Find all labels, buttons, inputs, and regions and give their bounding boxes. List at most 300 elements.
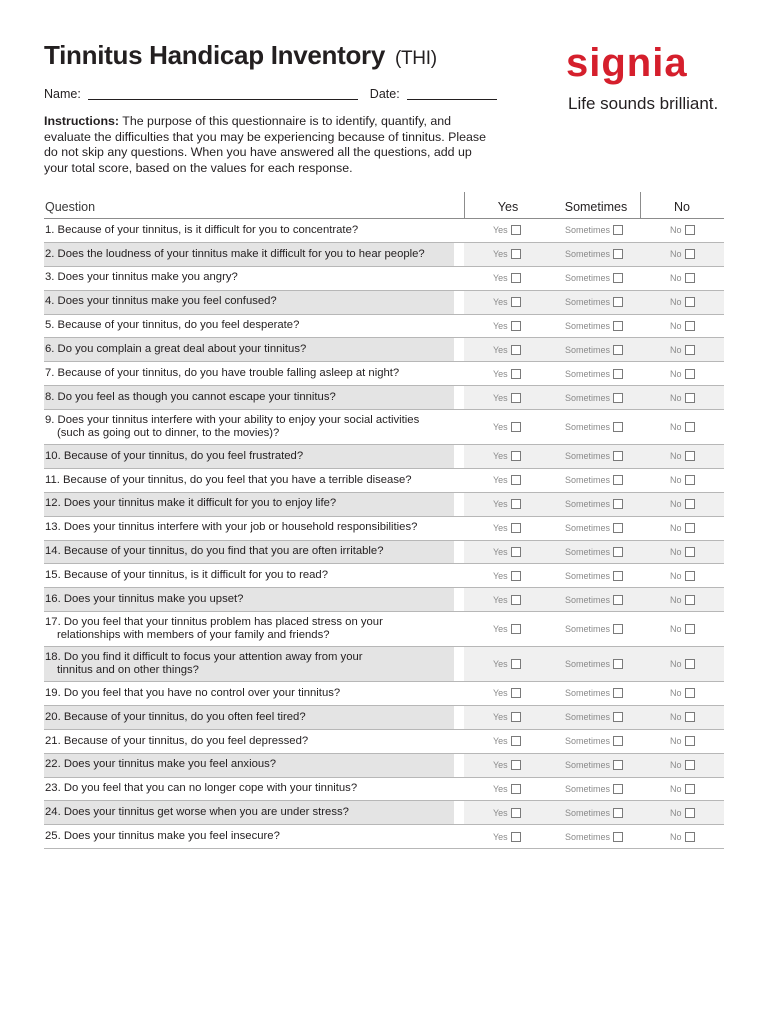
no-checkbox[interactable]	[685, 659, 695, 669]
question-text	[45, 474, 412, 488]
question-text	[45, 830, 280, 844]
yes-option[interactable]	[493, 547, 521, 557]
table-row	[44, 588, 724, 612]
answer-options	[464, 682, 724, 705]
sometimes-option[interactable]	[565, 523, 623, 533]
question-line: 19. Do you feel that you have no control over your tinnitus?	[45, 686, 341, 699]
question-line: 22. Does your tinnitus make you feel anxious?	[45, 758, 277, 771]
yes-option-label: Yes	[493, 624, 508, 635]
sometimes-option-label: Sometimes	[565, 249, 611, 260]
no-checkbox[interactable]	[685, 369, 695, 379]
no-option[interactable]	[670, 523, 695, 533]
no-option[interactable]	[670, 808, 695, 818]
no-option-label: No	[670, 570, 682, 581]
yes-option[interactable]	[493, 736, 521, 746]
question-line: 12. Does your tinnitus make it difficult for you to enjoy life?	[45, 497, 337, 510]
no-option[interactable]	[670, 624, 695, 634]
no-checkbox[interactable]	[685, 393, 695, 403]
sometimes-option-label: Sometimes	[565, 451, 611, 462]
yes-option[interactable]	[493, 712, 521, 722]
sometimes-option[interactable]	[565, 369, 623, 379]
no-checkbox[interactable]	[685, 784, 695, 794]
no-checkbox[interactable]	[685, 760, 695, 770]
sometimes-checkbox[interactable]	[613, 571, 623, 581]
sometimes-checkbox[interactable]	[613, 475, 623, 485]
no-option[interactable]	[670, 659, 695, 669]
question-cell	[44, 386, 454, 409]
yes-option[interactable]	[493, 225, 521, 235]
table-row	[44, 541, 724, 565]
no-option-label: No	[670, 547, 682, 558]
sometimes-option-label: Sometimes	[565, 475, 611, 486]
no-checkbox[interactable]	[685, 321, 695, 331]
yes-option-label: Yes	[493, 499, 508, 510]
yes-checkbox[interactable]	[511, 393, 521, 403]
answer-options	[464, 291, 724, 314]
no-checkbox[interactable]	[685, 273, 695, 283]
yes-checkbox[interactable]	[511, 688, 521, 698]
sometimes-checkbox[interactable]	[613, 393, 623, 403]
sometimes-option-label: Sometimes	[565, 499, 611, 510]
yes-option-label: Yes	[493, 451, 508, 462]
yes-option[interactable]	[493, 659, 521, 669]
yes-checkbox[interactable]	[511, 422, 521, 432]
question-line: 20. Because of your tinnitus, do you often feel tired?	[45, 710, 306, 723]
sometimes-option[interactable]	[565, 422, 623, 432]
table-row	[44, 778, 724, 802]
sometimes-checkbox[interactable]	[613, 451, 623, 461]
yes-option-label: Yes	[493, 225, 508, 236]
table-row	[44, 612, 724, 647]
page-title	[44, 40, 437, 71]
table-row	[44, 219, 724, 243]
yes-option-label: Yes	[493, 659, 508, 670]
yes-option[interactable]	[493, 249, 521, 259]
yes-option[interactable]	[493, 451, 521, 461]
sometimes-option[interactable]	[565, 624, 623, 634]
question-cell	[44, 445, 454, 468]
question-line: 16. Does your tinnitus make you upset?	[45, 593, 244, 606]
sometimes-option[interactable]	[565, 547, 623, 557]
no-option-label: No	[670, 475, 682, 486]
sometimes-checkbox[interactable]	[613, 273, 623, 283]
table-row	[44, 825, 724, 849]
yes-option-label: Yes	[493, 249, 508, 260]
question-cell	[44, 588, 454, 611]
name-field[interactable]	[88, 89, 358, 100]
yes-option[interactable]	[493, 297, 521, 307]
instructions	[44, 114, 494, 176]
question-cell	[44, 801, 454, 824]
table-row	[44, 410, 724, 445]
yes-checkbox[interactable]	[511, 595, 521, 605]
no-option[interactable]	[670, 451, 695, 461]
question-cell	[44, 825, 454, 848]
header-divider	[640, 192, 641, 218]
sometimes-checkbox[interactable]	[613, 523, 623, 533]
question-line: 9. Does your tinnitus interfere with your ability to enjoy your social activities	[45, 413, 420, 426]
sometimes-option[interactable]	[565, 451, 623, 461]
no-checkbox[interactable]	[685, 688, 695, 698]
table-row	[44, 517, 724, 541]
no-option[interactable]	[670, 784, 695, 794]
question-rows	[44, 219, 724, 849]
question-text	[45, 735, 308, 749]
no-option[interactable]	[670, 595, 695, 605]
yes-option-label: Yes	[493, 594, 508, 605]
name-label: Name:	[44, 87, 81, 101]
no-option[interactable]	[670, 499, 695, 509]
yes-option[interactable]	[493, 345, 521, 355]
table-row	[44, 291, 724, 315]
sometimes-option[interactable]	[565, 393, 623, 403]
no-option[interactable]	[670, 736, 695, 746]
header-yes: Yes	[497, 200, 519, 214]
no-checkbox[interactable]	[685, 547, 695, 557]
signia-logo-icon	[566, 44, 726, 86]
sometimes-checkbox[interactable]	[613, 736, 623, 746]
yes-option-label: Yes	[493, 422, 508, 433]
question-line: (such as going out to dinner, to the movies)?	[57, 427, 280, 440]
no-option[interactable]	[670, 345, 695, 355]
question-text	[45, 569, 328, 583]
yes-option[interactable]	[493, 571, 521, 581]
answer-options	[464, 243, 724, 266]
sometimes-option[interactable]	[565, 297, 623, 307]
sometimes-checkbox[interactable]	[613, 832, 623, 842]
question-cell	[44, 706, 454, 729]
sometimes-option-label: Sometimes	[565, 736, 611, 747]
yes-checkbox[interactable]	[511, 784, 521, 794]
question-cell	[44, 410, 454, 444]
table-row	[44, 754, 724, 778]
yes-option[interactable]	[493, 499, 521, 509]
no-option[interactable]	[670, 712, 695, 722]
no-option[interactable]	[670, 760, 695, 770]
question-line: 1. Because of your tinnitus, is it difficult for you to concentrate?	[45, 223, 359, 236]
answer-options	[464, 517, 724, 540]
sometimes-checkbox[interactable]	[613, 712, 623, 722]
sometimes-option[interactable]	[565, 249, 623, 259]
sometimes-option[interactable]	[565, 760, 623, 770]
question-cell	[44, 291, 454, 314]
sometimes-option[interactable]	[565, 225, 623, 235]
answer-options	[464, 612, 724, 646]
answer-options	[464, 564, 724, 587]
question-text	[45, 224, 358, 238]
question-line: 25. Does your tinnitus make you feel insecure?	[45, 830, 280, 843]
no-checkbox[interactable]	[685, 808, 695, 818]
no-option[interactable]	[670, 369, 695, 379]
question-line: 10. Because of your tinnitus, do you feel frustrated?	[45, 449, 304, 462]
table-row	[44, 243, 724, 267]
yes-option[interactable]	[493, 523, 521, 533]
sometimes-option[interactable]	[565, 712, 623, 722]
sometimes-option[interactable]	[565, 736, 623, 746]
question-line: 23. Do you feel that you can no longer cope with your tinnitus?	[45, 782, 358, 795]
header-question: Question	[45, 200, 96, 214]
question-line: 7. Because of your tinnitus, do you have trouble falling asleep at night?	[45, 367, 400, 380]
yes-option[interactable]	[493, 595, 521, 605]
signia-logo	[566, 44, 726, 91]
no-option[interactable]	[670, 688, 695, 698]
question-text	[45, 711, 306, 725]
sometimes-option[interactable]	[565, 832, 623, 842]
no-checkbox[interactable]	[685, 571, 695, 581]
no-checkbox[interactable]	[685, 624, 695, 634]
yes-option[interactable]	[493, 784, 521, 794]
yes-option-label: Yes	[493, 297, 508, 308]
answer-options	[464, 386, 724, 409]
question-text	[45, 248, 425, 262]
sometimes-checkbox[interactable]	[613, 225, 623, 235]
question-text	[45, 319, 299, 333]
answer-options	[464, 315, 724, 338]
no-option-label: No	[670, 451, 682, 462]
sometimes-option-label: Sometimes	[565, 523, 611, 534]
sometimes-option-label: Sometimes	[565, 422, 611, 433]
yes-option[interactable]	[493, 624, 521, 634]
table-row	[44, 706, 724, 730]
no-option[interactable]	[670, 249, 695, 259]
no-option-label: No	[670, 499, 682, 510]
no-checkbox[interactable]	[685, 523, 695, 533]
title-text: Tinnitus Handicap Inventory	[44, 40, 386, 70]
no-option[interactable]	[670, 832, 695, 842]
sometimes-option[interactable]	[565, 595, 623, 605]
yes-option-label: Yes	[493, 344, 508, 355]
no-option-label: No	[670, 273, 682, 284]
no-option-label: No	[670, 392, 682, 403]
sometimes-option[interactable]	[565, 688, 623, 698]
sometimes-checkbox[interactable]	[613, 624, 623, 634]
yes-option[interactable]	[493, 273, 521, 283]
no-option-label: No	[670, 523, 682, 534]
yes-checkbox[interactable]	[511, 499, 521, 509]
yes-option[interactable]	[493, 475, 521, 485]
yes-checkbox[interactable]	[511, 712, 521, 722]
sometimes-option-label: Sometimes	[565, 784, 611, 795]
table-row	[44, 647, 724, 682]
no-option-label: No	[670, 736, 682, 747]
no-option-label: No	[670, 422, 682, 433]
answer-options	[464, 338, 724, 361]
question-text	[45, 450, 303, 464]
sometimes-checkbox[interactable]	[613, 369, 623, 379]
table-row	[44, 564, 724, 588]
yes-option[interactable]	[493, 808, 521, 818]
sometimes-checkbox[interactable]	[613, 784, 623, 794]
no-checkbox[interactable]	[685, 595, 695, 605]
no-checkbox[interactable]	[685, 422, 695, 432]
no-option-label: No	[670, 659, 682, 670]
questionnaire-table	[44, 192, 724, 849]
no-option[interactable]	[670, 571, 695, 581]
no-checkbox[interactable]	[685, 832, 695, 842]
yes-checkbox[interactable]	[511, 624, 521, 634]
date-label: Date:	[369, 87, 400, 101]
answer-options	[464, 469, 724, 492]
no-checkbox[interactable]	[685, 249, 695, 259]
question-cell	[44, 362, 454, 385]
answer-options	[464, 410, 724, 444]
sometimes-option-label: Sometimes	[565, 368, 611, 379]
yes-checkbox[interactable]	[511, 475, 521, 485]
yes-option-label: Yes	[493, 475, 508, 486]
name-date-line	[44, 87, 497, 101]
no-checkbox[interactable]	[685, 345, 695, 355]
no-option[interactable]	[670, 321, 695, 331]
no-checkbox[interactable]	[685, 712, 695, 722]
question-line: 5. Because of your tinnitus, do you feel desperate?	[45, 319, 300, 332]
no-option[interactable]	[670, 273, 695, 283]
table-row	[44, 386, 724, 410]
no-option[interactable]	[670, 475, 695, 485]
sometimes-option[interactable]	[565, 475, 623, 485]
no-option-label: No	[670, 712, 682, 723]
question-cell	[44, 267, 454, 290]
question-text	[45, 593, 243, 607]
no-option-label: No	[670, 344, 682, 355]
question-cell	[44, 612, 454, 646]
question-cell	[44, 243, 454, 266]
question-cell	[44, 493, 454, 516]
yes-checkbox[interactable]	[511, 225, 521, 235]
question-line: 2. Does the loudness of your tinnitus make it difficult for you to hear people?	[45, 247, 425, 260]
table-row	[44, 362, 724, 386]
yes-checkbox[interactable]	[511, 369, 521, 379]
yes-checkbox[interactable]	[511, 451, 521, 461]
sometimes-checkbox[interactable]	[613, 321, 623, 331]
sometimes-option[interactable]	[565, 273, 623, 283]
no-checkbox[interactable]	[685, 475, 695, 485]
no-checkbox[interactable]	[685, 451, 695, 461]
yes-checkbox[interactable]	[511, 547, 521, 557]
question-line: 8. Do you feel as though you cannot escape your tinnitus?	[45, 390, 336, 403]
question-text	[45, 616, 383, 643]
table-row	[44, 445, 724, 469]
no-checkbox[interactable]	[685, 499, 695, 509]
no-checkbox[interactable]	[685, 297, 695, 307]
question-line: 4. Does your tinnitus make you feel confused?	[45, 295, 277, 308]
sometimes-option[interactable]	[565, 321, 623, 331]
sometimes-checkbox[interactable]	[613, 659, 623, 669]
answer-options	[464, 778, 724, 801]
yes-option[interactable]	[493, 688, 521, 698]
question-line: 21. Because of your tinnitus, do you feel depressed?	[45, 734, 309, 747]
sometimes-checkbox[interactable]	[613, 760, 623, 770]
no-checkbox[interactable]	[685, 736, 695, 746]
sometimes-option-label: Sometimes	[565, 273, 611, 284]
no-option[interactable]	[670, 547, 695, 557]
no-option-label: No	[670, 297, 682, 308]
sometimes-option-label: Sometimes	[565, 712, 611, 723]
question-text	[45, 758, 276, 772]
no-option-label: No	[670, 249, 682, 260]
date-field[interactable]	[407, 89, 497, 100]
sometimes-checkbox[interactable]	[613, 547, 623, 557]
yes-option-label: Yes	[493, 784, 508, 795]
yes-option[interactable]	[493, 321, 521, 331]
sometimes-checkbox[interactable]	[613, 297, 623, 307]
sometimes-checkbox[interactable]	[613, 499, 623, 509]
sometimes-option[interactable]	[565, 571, 623, 581]
no-option[interactable]	[670, 422, 695, 432]
question-text	[45, 414, 419, 441]
sometimes-option[interactable]	[565, 784, 623, 794]
sometimes-checkbox[interactable]	[613, 595, 623, 605]
sometimes-option-label: Sometimes	[565, 831, 611, 842]
no-option[interactable]	[670, 225, 695, 235]
yes-option-label: Yes	[493, 273, 508, 284]
yes-option[interactable]	[493, 422, 521, 432]
sometimes-checkbox[interactable]	[613, 249, 623, 259]
sometimes-checkbox[interactable]	[613, 688, 623, 698]
sometimes-option[interactable]	[565, 808, 623, 818]
table-row	[44, 338, 724, 362]
no-option-label: No	[670, 368, 682, 379]
no-option-label: No	[670, 225, 682, 236]
yes-checkbox[interactable]	[511, 832, 521, 842]
yes-checkbox[interactable]	[511, 297, 521, 307]
yes-checkbox[interactable]	[511, 808, 521, 818]
sometimes-option-label: Sometimes	[565, 547, 611, 558]
yes-checkbox[interactable]	[511, 345, 521, 355]
answer-options	[464, 801, 724, 824]
yes-checkbox[interactable]	[511, 321, 521, 331]
yes-option[interactable]	[493, 369, 521, 379]
table-row	[44, 801, 724, 825]
answer-options	[464, 541, 724, 564]
table-row	[44, 315, 724, 339]
header-divider	[464, 192, 465, 218]
yes-option[interactable]	[493, 393, 521, 403]
sometimes-option-label: Sometimes	[565, 594, 611, 605]
no-option-label: No	[670, 321, 682, 331]
sometimes-option[interactable]	[565, 499, 623, 509]
yes-checkbox[interactable]	[511, 760, 521, 770]
table-header	[44, 192, 724, 219]
yes-checkbox[interactable]	[511, 571, 521, 581]
question-text	[45, 521, 417, 535]
sometimes-option-label: Sometimes	[565, 624, 611, 635]
sometimes-checkbox[interactable]	[613, 808, 623, 818]
yes-checkbox[interactable]	[511, 523, 521, 533]
sometimes-option[interactable]	[565, 345, 623, 355]
yes-checkbox[interactable]	[511, 736, 521, 746]
yes-checkbox[interactable]	[511, 659, 521, 669]
no-option-label: No	[670, 688, 682, 699]
sometimes-option[interactable]	[565, 659, 623, 669]
yes-checkbox[interactable]	[511, 273, 521, 283]
answer-options	[464, 219, 724, 242]
sometimes-checkbox[interactable]	[613, 422, 623, 432]
yes-option[interactable]	[493, 760, 521, 770]
question-text	[45, 497, 336, 511]
yes-option[interactable]	[493, 832, 521, 842]
sometimes-checkbox[interactable]	[613, 345, 623, 355]
question-line: 11. Because of your tinnitus, do you feel that you have a terrible disease?	[45, 473, 412, 486]
yes-option-label: Yes	[493, 688, 508, 699]
yes-checkbox[interactable]	[511, 249, 521, 259]
no-checkbox[interactable]	[685, 225, 695, 235]
question-line: relationships with members of your family and friends?	[57, 629, 330, 642]
no-option-label: No	[670, 784, 682, 795]
no-option[interactable]	[670, 297, 695, 307]
question-line: tinnitus and on other things?	[57, 664, 199, 677]
answer-options	[464, 267, 724, 290]
no-option[interactable]	[670, 393, 695, 403]
